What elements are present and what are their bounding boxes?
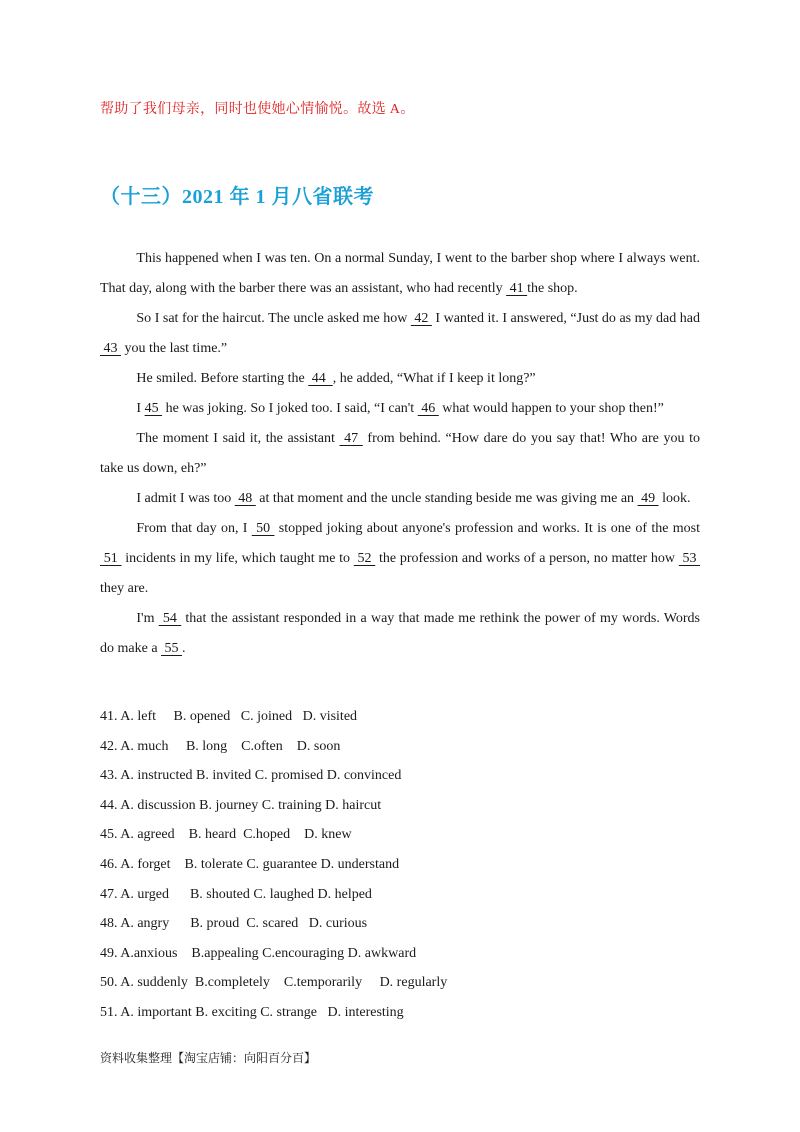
passage-text: you the last time.” <box>121 341 228 356</box>
option-row-42: 42. A. much B. long C.often D. soon <box>100 738 341 754</box>
passage-paragraph-8 <box>100 604 700 664</box>
blank-53: 53 <box>678 551 701 566</box>
blank-46: 46 <box>417 401 439 416</box>
blank-43: 43 <box>100 341 121 356</box>
passage-text: , he added, “What if I keep it long?” <box>332 371 536 386</box>
passage-paragraph-7 <box>100 514 700 604</box>
passage-text: that the assistant responded in a way that made me rethink the power of my words. Words do make a <box>100 611 701 656</box>
passage-text: from behind. “How dare do you say that! Who are you to take us down, eh?” <box>100 431 701 476</box>
blank-44: 44 <box>308 371 333 386</box>
section-title: （十三）2021 年 1 月八省联考 <box>100 186 374 208</box>
passage-text: The moment I said it, the assistant <box>136 431 340 446</box>
option-row-50: 50. A. suddenly B.completely C.temporarily D. regularly <box>100 975 448 991</box>
blank-49: 49 <box>637 491 659 506</box>
option-row-46: 46. A. forget B. tolerate C. guarantee D. understand <box>100 856 400 872</box>
passage-paragraph-1 <box>100 244 700 304</box>
passage-text: they are. <box>100 581 149 596</box>
blank-52: 52 <box>353 551 376 566</box>
option-row-48: 48. A. angry B. proud C. scared D. curious <box>100 916 368 932</box>
passage-paragraph-2 <box>100 304 700 364</box>
passage-text: He smiled. Before starting the <box>136 371 309 386</box>
passage-paragraph-4 <box>100 394 700 424</box>
passage-text: I wanted it. I answered, “Just do as my dad had <box>431 311 700 326</box>
blank-54: 54 <box>158 611 182 626</box>
passage-text: I admit I was too <box>136 491 235 506</box>
passage-text: From that day on, I <box>136 521 252 536</box>
passage-text: incidents in my life, which taught me to <box>121 551 354 566</box>
answer-explanation-note: 帮助了我们母亲，同时也使她心情愉悦。故选 A。 <box>100 102 415 117</box>
option-row-49: 49. A.anxious B.appealing C.encouraging D. awkward <box>100 945 417 961</box>
blank-48: 48 <box>234 491 256 506</box>
option-row-44: 44. A. discussion B. journey C. training D. haircut <box>100 797 382 813</box>
passage-text: I <box>136 401 145 416</box>
passage-text: This happened when I was ten. On a normal Sunday, I went to the barber shop where I always went. That day, along with the barber there was an assistant, who had recently <box>100 251 700 296</box>
blank-42: 42 <box>410 311 432 326</box>
passage-text: what would happen to your shop then!” <box>438 401 664 416</box>
passage-text: I'm <box>136 611 159 626</box>
blank-45: 45 <box>144 401 163 416</box>
option-row-51: 51. A. important B. exciting C. strange D. interesting <box>100 1004 404 1020</box>
passage-text: stopped joking about anyone's profession and works. It is one of the most <box>274 521 700 536</box>
blank-41: 41 <box>506 281 528 296</box>
page-footer-source: 资料收集整理【淘宝店铺：向阳百分百】 <box>100 1051 317 1065</box>
passage-text: the shop. <box>527 281 578 296</box>
passage-text: the profession and works of a person, no matter how <box>375 551 679 566</box>
option-row-47: 47. A. urged B. shouted C. laughed D. helped <box>100 886 372 902</box>
passage-paragraph-6 <box>100 484 700 514</box>
blank-55: 55 <box>161 641 183 656</box>
passage-text: he was joking. So I joked too. I said, “I can't <box>162 401 418 416</box>
option-row-43: 43. A. instructed B. invited C. promised D. convinced <box>100 768 402 784</box>
cloze-passage <box>100 244 700 664</box>
passage-text: . <box>182 641 186 656</box>
blank-51: 51 <box>100 551 122 566</box>
passage-paragraph-5 <box>100 424 700 484</box>
passage-paragraph-3 <box>100 364 700 394</box>
blank-47: 47 <box>339 431 363 446</box>
passage-text: at that moment and the uncle standing beside me was giving me an <box>255 491 638 506</box>
passage-text: So I sat for the haircut. The uncle asked me how <box>136 311 411 326</box>
option-row-41: 41. A. left B. opened C. joined D. visited <box>100 709 358 724</box>
passage-text: look. <box>658 491 691 506</box>
answer-options-list <box>100 702 700 1028</box>
blank-50: 50 <box>251 521 275 536</box>
option-row-45: 45. A. agreed B. heard C.hoped D. knew <box>100 827 352 843</box>
